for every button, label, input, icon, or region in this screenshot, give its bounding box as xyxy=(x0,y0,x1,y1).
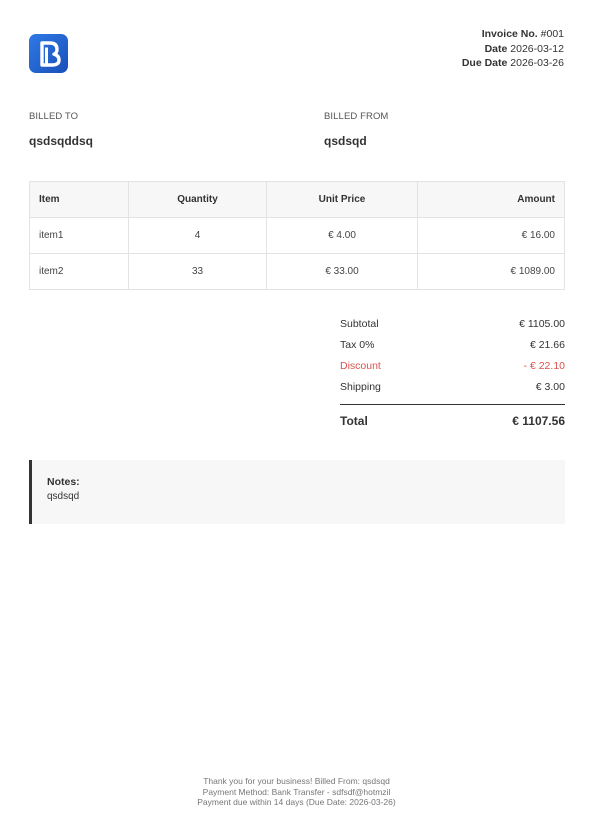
notes-text: qsdsqd xyxy=(47,491,80,502)
footer-line: Payment due within 14 days (Due Date: 2026-03-26) xyxy=(197,797,396,807)
header-item: Item xyxy=(30,182,129,218)
header-quantity: Quantity xyxy=(129,182,267,218)
billed-to-name: qsdsqddsq xyxy=(29,134,94,148)
items-table xyxy=(29,181,565,290)
total-row xyxy=(340,405,565,436)
billed-from-name: qsdsqd xyxy=(324,134,367,148)
notes-box xyxy=(29,460,565,524)
b-logo-icon xyxy=(29,34,68,73)
tax-label: Tax 0% xyxy=(340,338,375,351)
billed-from-label: BILLED FROM xyxy=(324,111,389,122)
invoice-number-line: Invoice No. #001 xyxy=(481,28,564,40)
discount-row xyxy=(340,355,565,376)
item-name: item1 xyxy=(30,218,129,254)
shipping-value: € 3.00 xyxy=(535,380,565,393)
table-row xyxy=(30,254,565,290)
subtotal-value: € 1105.00 xyxy=(519,317,565,330)
shipping-row xyxy=(340,376,565,397)
item-amount: € 16.00 xyxy=(418,218,565,254)
subtotal-label: Subtotal xyxy=(340,317,379,330)
tax-row xyxy=(340,334,565,355)
total-value: € 1107.56 xyxy=(512,413,565,428)
invoice-due-date-line: Due Date 2026-03-26 xyxy=(461,57,564,69)
billed-to-label: BILLED TO xyxy=(29,111,79,122)
footer xyxy=(0,776,593,808)
notes-title: Notes: xyxy=(47,476,80,488)
item-quantity: 4 xyxy=(129,218,267,254)
total-label: Total xyxy=(340,413,368,428)
table-row xyxy=(30,218,565,254)
item-unit-price: € 33.00 xyxy=(267,254,418,290)
table-header-row xyxy=(30,182,565,218)
item-quantity: 33 xyxy=(129,254,267,290)
discount-label: Discount xyxy=(340,359,381,372)
subtotal-row xyxy=(340,313,565,334)
invoice-meta xyxy=(462,27,564,71)
item-amount: € 1089.00 xyxy=(418,254,565,290)
item-name: item2 xyxy=(30,254,129,290)
header-amount: Amount xyxy=(418,182,565,218)
header-unit-price: Unit Price xyxy=(267,182,418,218)
totals-summary xyxy=(340,313,565,436)
item-unit-price: € 4.00 xyxy=(267,218,418,254)
shipping-label: Shipping xyxy=(340,380,381,393)
tax-value: € 21.66 xyxy=(529,338,565,351)
footer-line: Payment Method: Bank Transfer - sdfsdf@hotmzil xyxy=(202,786,391,797)
invoice-date-line: Date 2026-03-12 xyxy=(484,42,564,55)
footer-line: Thank you for your business! Billed From: qsdsqd xyxy=(203,776,390,786)
discount-value: - € 22.10 xyxy=(523,359,565,372)
